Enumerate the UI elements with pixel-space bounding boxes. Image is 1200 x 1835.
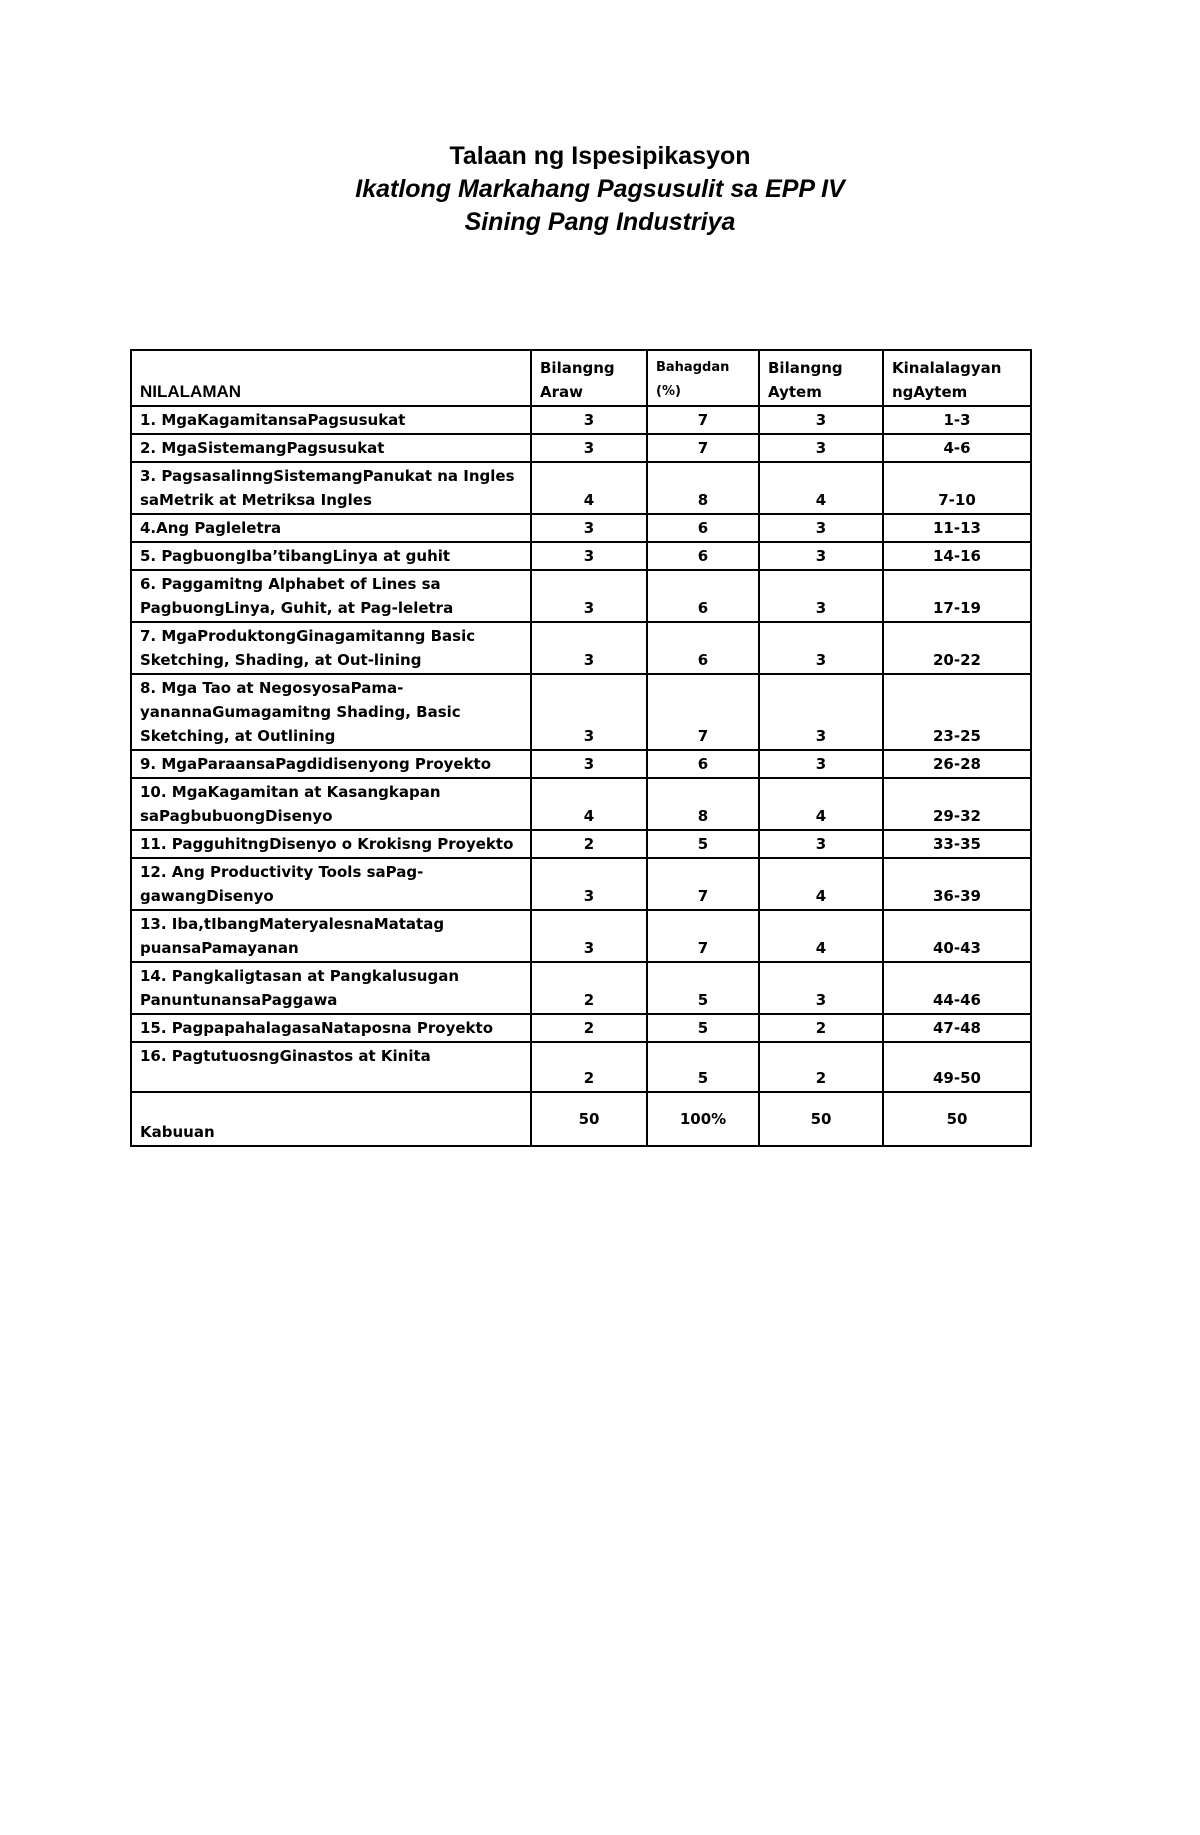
kinalalagyan-cell: 4-6 [883,434,1031,462]
header-aytem-line2: Aytem [768,383,822,401]
araw-cell: 3 [531,750,647,778]
kinalalagyan-cell: 47-48 [883,1014,1031,1042]
table-row [131,858,1031,910]
header-araw-line2: Araw [540,383,583,401]
kinalalagyan-cell: 17-19 [883,570,1031,622]
header-nilalaman: NILALAMAN [131,350,531,406]
topic-cell: 1. MgaKagamitansaPagsusukat [131,406,531,434]
araw-cell: 4 [531,778,647,830]
title-line-3: Sining Pang Industriya [464,208,736,236]
kinalalagyan-cell: 20-22 [883,622,1031,674]
kinalalagyan-cell: 26-28 [883,750,1031,778]
kinalalagyan-cell: 29-32 [883,778,1031,830]
total-aytem: 50 [759,1092,883,1146]
topic-cell: 7. MgaProduktongGinagamitanng Basic Sketching, Shading, at Out-lining [131,622,531,674]
header-kinalalagyan-line1: Kinalalagyan [892,359,1002,377]
bahagdan-cell: 8 [647,462,759,514]
kinalalagyan-cell: 1-3 [883,406,1031,434]
header-bilang-aytem [759,350,883,406]
araw-cell: 3 [531,570,647,622]
topic-cell: 2. MgaSistemangPagsusukat [131,434,531,462]
aytem-cell: 3 [759,542,883,570]
kinalalagyan-cell: 11-13 [883,514,1031,542]
title-line-2: Ikatlong Markahang Pagsusulit sa EPP IV [355,175,845,203]
topic-cell: 5. PagbuongIba’tibangLinya at guhit [131,542,531,570]
topic-cell: 14. Pangkaligtasan at Pangkalusugan PanuntunansaPaggawa [131,962,531,1014]
aytem-cell: 3 [759,514,883,542]
araw-cell: 2 [531,1014,647,1042]
table-row [131,910,1031,962]
table-row [131,1042,1031,1092]
header-kinalalagyan [883,350,1031,406]
bahagdan-cell: 6 [647,542,759,570]
total-kinalalagyan: 50 [883,1092,1031,1146]
araw-cell: 3 [531,434,647,462]
araw-cell: 3 [531,406,647,434]
table-row [131,962,1031,1014]
araw-cell: 4 [531,462,647,514]
table-header-row [131,350,1031,406]
kinalalagyan-cell: 40-43 [883,910,1031,962]
topic-cell: 6. Paggamitng Alphabet of Lines sa PagbuongLinya, Guhit, at Pag-leletra [131,570,531,622]
aytem-cell: 4 [759,462,883,514]
kinalalagyan-cell: 23-25 [883,674,1031,750]
topic-cell: 4.Ang Pagleletra [131,514,531,542]
aytem-cell: 4 [759,858,883,910]
topic-cell: 10. MgaKagamitan at Kasangkapan saPagbubuongDisenyo [131,778,531,830]
total-label: Kabuuan [131,1092,531,1146]
kinalalagyan-cell: 44-46 [883,962,1031,1014]
bahagdan-cell: 7 [647,406,759,434]
bahagdan-cell: 5 [647,1042,759,1092]
topic-cell: 16. PagtutuosngGinastos at Kinita [131,1042,531,1092]
araw-cell: 3 [531,858,647,910]
aytem-cell: 3 [759,622,883,674]
aytem-cell: 3 [759,830,883,858]
table-row [131,778,1031,830]
aytem-cell: 3 [759,570,883,622]
bahagdan-cell: 5 [647,1014,759,1042]
aytem-cell: 3 [759,750,883,778]
araw-cell: 2 [531,830,647,858]
header-bahagdan [647,350,759,406]
bahagdan-cell: 5 [647,962,759,1014]
aytem-cell: 3 [759,434,883,462]
araw-cell: 2 [531,962,647,1014]
specification-table [130,349,1032,1147]
table-row [131,434,1031,462]
topic-cell: 3. PagsasalinngSistemangPanukat na Ingles saMetrik at Metriksa Ingles [131,462,531,514]
aytem-cell: 4 [759,778,883,830]
aytem-cell: 2 [759,1014,883,1042]
bahagdan-cell: 8 [647,778,759,830]
header-bilang-araw [531,350,647,406]
bahagdan-cell: 7 [647,674,759,750]
total-bahagdan: 100% [647,1092,759,1146]
table-row [131,674,1031,750]
title-line-1: Talaan ng Ispesipikasyon [449,142,751,170]
araw-cell: 3 [531,674,647,750]
header-aytem-line1: Bilangng [768,359,843,377]
topic-cell: 11. PagguhitngDisenyo o Krokisng Proyekto [131,830,531,858]
bahagdan-cell: 7 [647,858,759,910]
aytem-cell: 4 [759,910,883,962]
araw-cell: 3 [531,542,647,570]
table-row [131,570,1031,622]
topic-cell: 9. MgaParaansaPagdidisenyong Proyekto [131,750,531,778]
total-araw: 50 [531,1092,647,1146]
kinalalagyan-cell: 49-50 [883,1042,1031,1092]
table-row [131,622,1031,674]
kinalalagyan-cell: 33-35 [883,830,1031,858]
kinalalagyan-cell: 7-10 [883,462,1031,514]
topic-cell: 12. Ang Productivity Tools saPag-gawangDisenyo [131,858,531,910]
araw-cell: 2 [531,1042,647,1092]
bahagdan-cell: 7 [647,434,759,462]
bahagdan-cell: 6 [647,750,759,778]
araw-cell: 3 [531,910,647,962]
header-bahagdan-line1: Bahagdan [656,360,730,375]
bahagdan-cell: 6 [647,622,759,674]
table-row [131,750,1031,778]
araw-cell: 3 [531,514,647,542]
table-row [131,542,1031,570]
kinalalagyan-cell: 36-39 [883,858,1031,910]
document-title [0,140,1200,239]
header-bahagdan-line2: (%) [656,384,681,399]
aytem-cell: 3 [759,406,883,434]
table-row [131,462,1031,514]
bahagdan-cell: 7 [647,910,759,962]
table-row [131,830,1031,858]
kinalalagyan-cell: 14-16 [883,542,1031,570]
header-kinalalagyan-line2: ngAytem [892,383,968,401]
bahagdan-cell: 6 [647,570,759,622]
topic-cell: 13. Iba,tIbangMateryalesnaMatatag puansaPamayanan [131,910,531,962]
topic-cell: 8. Mga Tao at NegosyosaPama-yanannaGumagamitng Shading, Basic Sketching, at Outlining [131,674,531,750]
topic-cell: 15. PagpapahalagasaNataposna Proyekto [131,1014,531,1042]
bahagdan-cell: 6 [647,514,759,542]
aytem-cell: 3 [759,674,883,750]
table-row [131,514,1031,542]
aytem-cell: 3 [759,962,883,1014]
araw-cell: 3 [531,622,647,674]
table-row [131,1014,1031,1042]
header-araw-line1: Bilangng [540,359,615,377]
aytem-cell: 2 [759,1042,883,1092]
bahagdan-cell: 5 [647,830,759,858]
table-row [131,406,1031,434]
total-row [131,1092,1031,1146]
